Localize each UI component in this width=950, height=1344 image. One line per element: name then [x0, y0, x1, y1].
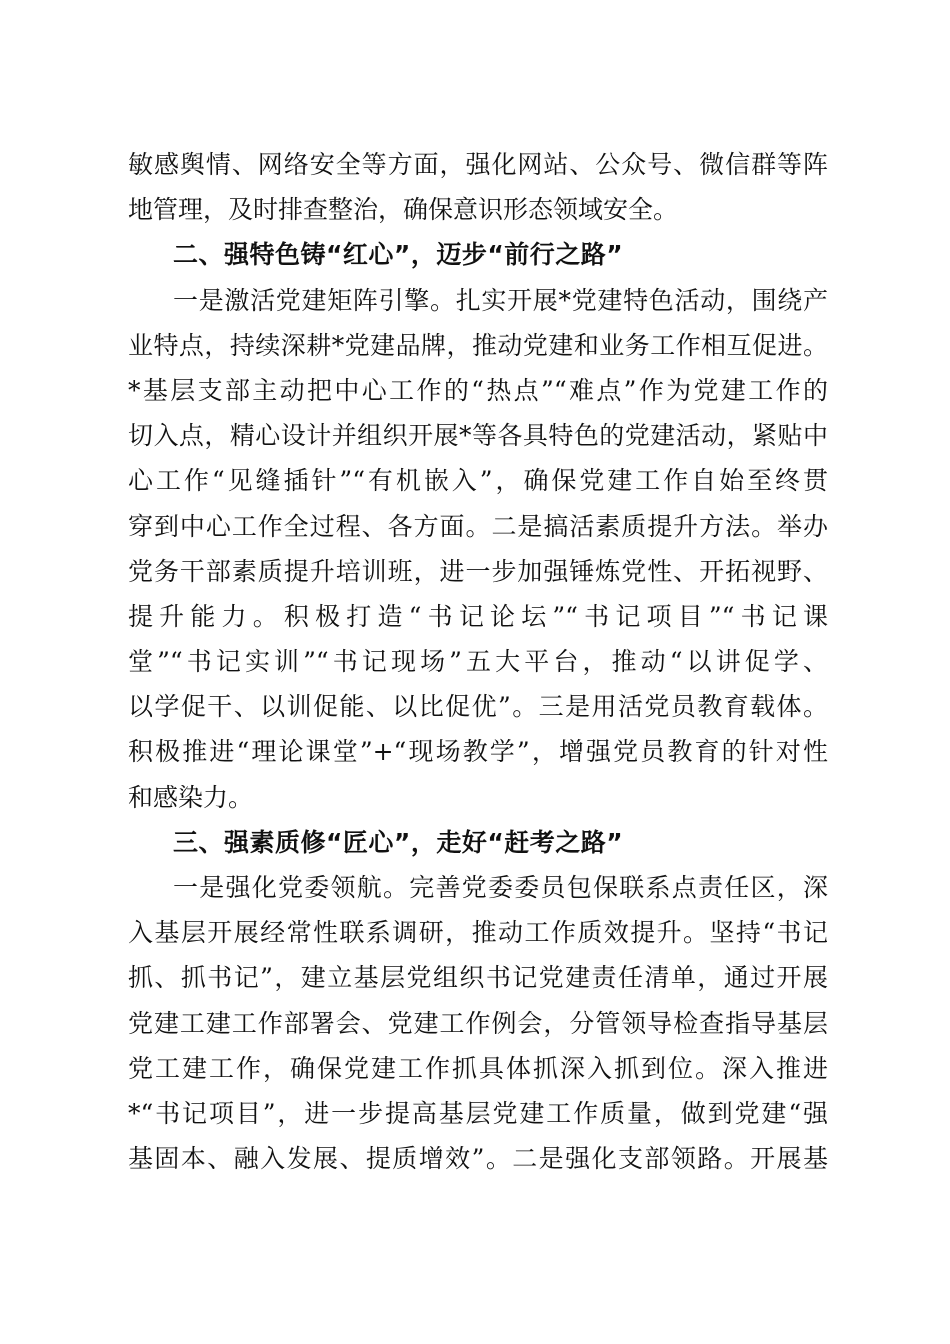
paragraph-line: 党务干部素质提升培训班，进一步加强锤炼党性、开拓视野、 — [128, 556, 828, 586]
paragraph-line: 党建工建工作部署会、党建工作例会，分管领导检查指导基层 — [128, 1008, 828, 1038]
paragraph-line: 业特点，持续深耕*党建品牌，推动党建和业务工作相互促进。 — [128, 330, 828, 360]
paragraph-2 — [128, 278, 828, 820]
paragraph-line: 堂”“书记实训”“书记现场”五大平台，推动“以讲促学、 — [128, 647, 828, 677]
paragraph-line: 积极推进“理论课堂”+“现场教学”，增强党员教育的针对性 — [128, 737, 828, 767]
section-heading-3: 三、强素质修“匠心”，走好“赶考之路” — [173, 827, 624, 857]
paragraph-line: 以学促干、以训促能、以比促优”。三是用活党员教育载体。 — [128, 692, 828, 722]
paragraph-line: 心工作“见缝插针”“有机嵌入”，确保党建工作自始至终贯 — [128, 466, 828, 496]
paragraph-line: 入基层开展经常性联系调研，推动工作质效提升。坚持“书记 — [128, 918, 828, 948]
document-body — [128, 142, 828, 1181]
paragraph-line: 党工建工作，确保党建工作抓具体抓深入抓到位。深入推进 — [128, 1053, 828, 1083]
paragraph-line: 地管理，及时排查整治，确保意识形态领域安全。 — [128, 195, 679, 225]
paragraph-line: 抓、抓书记”，建立基层党组织书记党建责任清单，通过开展 — [128, 963, 828, 993]
paragraph-line: 切入点，精心设计并组织开展*等各具特色的党建活动，紧贴中 — [128, 421, 828, 451]
paragraph-line: 穿到中心工作全过程、各方面。二是搞活素质提升方法。举办 — [128, 511, 828, 541]
paragraph-line: 和感染力。 — [128, 782, 254, 812]
paragraph-line: 提升能力。积极打造“书记论坛”“书记项目”“书记课 — [128, 601, 828, 631]
paragraph-1 — [128, 142, 828, 232]
paragraph-line: 敏感舆情、网络安全等方面，强化网站、公众号、微信群等阵 — [128, 150, 828, 179]
paragraph-line: *基层支部主动把中心工作的“热点”“难点”作为党建工作的 — [128, 375, 828, 405]
paragraph-line: 基固本、融入发展、提质增效”。二是强化支部领路。开展基 — [128, 1144, 828, 1174]
paragraph-line: *“书记项目”，进一步提高基层党建工作质量，做到党建“强 — [128, 1098, 828, 1128]
paragraph-3 — [128, 865, 828, 1181]
paragraph-line: 一是激活党建矩阵引擎。扎实开展*党建特色活动，围绕产 — [173, 285, 828, 315]
section-heading-2: 二、强特色铸“红心”，迈步“前行之路” — [173, 240, 624, 270]
paragraph-line: 一是强化党委领航。完善党委委员包保联系点责任区，深 — [173, 873, 828, 902]
